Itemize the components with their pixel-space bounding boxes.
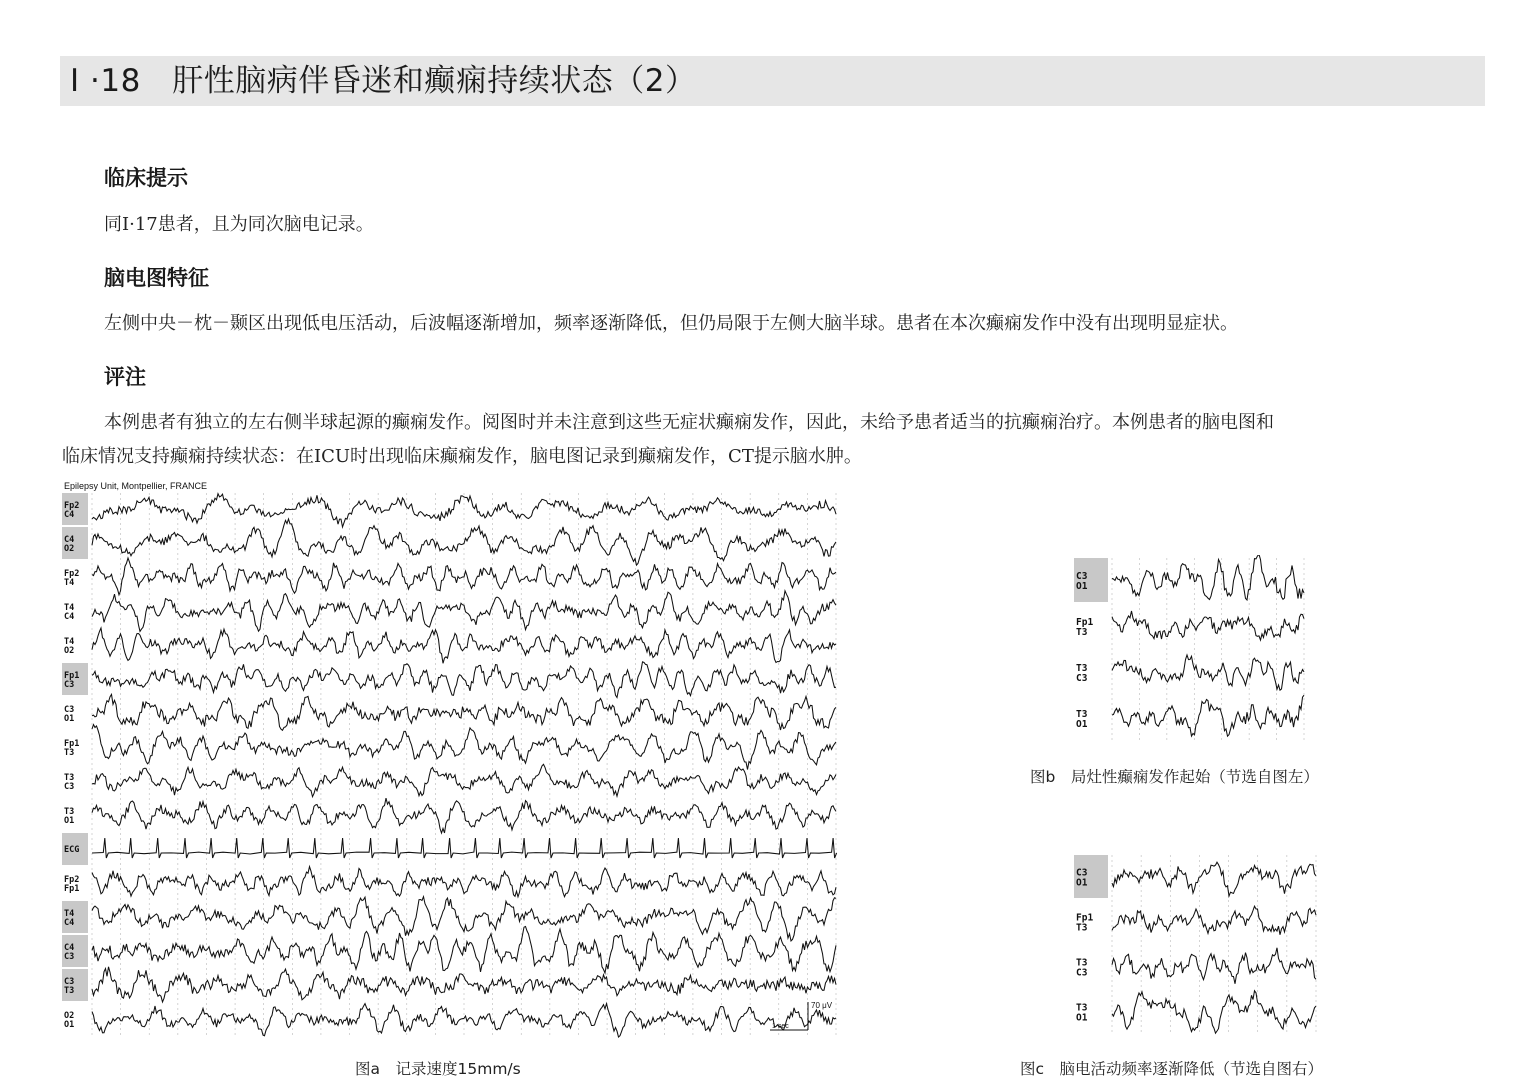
channel-label-top: T3	[64, 773, 75, 783]
channel-label-top: T4	[64, 603, 75, 613]
scale-time-label: 1 sec	[772, 1023, 789, 1030]
scale-amplitude-label: 70 μV	[811, 1001, 833, 1010]
channel-label-top: Fp2	[64, 569, 80, 579]
channel-label-top: C4	[64, 943, 75, 953]
eeg-trace	[92, 725, 836, 770]
channel-label-bottom: C4	[64, 918, 75, 928]
channel-label-bottom: C3	[1076, 673, 1088, 684]
eeg-trace	[1112, 695, 1304, 736]
channel-label-bottom: O1	[1076, 877, 1088, 889]
figure-b-caption: 图b 局灶性癫痫发作起始（节选自图左）	[1030, 768, 1319, 786]
channel-label-top: T3	[64, 807, 75, 817]
eeg-trace	[1112, 655, 1304, 690]
channel-label-bottom: O1	[1076, 719, 1088, 730]
comment-paragraph-line2: 临床情况支持癫痫持续状态：在ICU时出现临床癫痫发作，脑电图记录到癫痫发作，CT提示脑水肿。	[62, 446, 862, 467]
channel-label-bottom: O1	[64, 816, 75, 826]
channel-label-bottom: C3	[1076, 967, 1088, 979]
figure-c-caption: 图c 脑电活动频率逐渐降低（节选自图右）	[1020, 1060, 1324, 1078]
section-heading-comment: 评注	[104, 365, 146, 389]
channel-label-top: Fp1	[1076, 912, 1094, 924]
channel-label-bottom: O1	[1076, 1012, 1088, 1024]
channel-label-bottom: T4	[64, 578, 75, 588]
section-heading-clinical: 临床提示	[104, 166, 188, 190]
channel-label-top: C3	[64, 705, 75, 715]
channel-label-top: T3	[1076, 663, 1088, 674]
eeg-trace	[92, 662, 836, 698]
eeg-trace	[1112, 991, 1316, 1033]
channel-label-bottom: T3	[1076, 922, 1088, 934]
channel-label-bottom: C3	[64, 680, 75, 690]
channel-label-bottom: C3	[64, 782, 75, 792]
eeg-trace	[92, 591, 836, 632]
eeg-features-paragraph: 左侧中央－枕－颞区出现低电压活动，后波幅逐渐增加，频率逐渐降低，但仍局限于左侧大脑半球。患者在本次癫痫发作中没有出现明显症状。	[104, 313, 1238, 334]
channel-label-top: T3	[1076, 1002, 1088, 1014]
channel-label-top: Fp2	[64, 875, 80, 885]
channel-label-top: C4	[64, 535, 75, 545]
channel-label-top: T4	[64, 637, 75, 647]
channel-label-bottom: C4	[64, 510, 75, 520]
channel-label-top: T3	[1076, 957, 1088, 969]
channel-label-top: T3	[1076, 709, 1088, 720]
channel-label-top: C3	[64, 977, 75, 987]
comment-paragraph-line1: 本例患者有独立的左右侧半球起源的癫痫发作。阅图时并未注意到这些无症状癫痫发作，因此，未给予患者适当的抗癫痫治疗。本例患者的脑电图和	[104, 412, 1274, 433]
channel-label-bottom: C4	[64, 612, 75, 622]
eeg-header: Epilepsy Unit, Montpellier, FRANCE	[64, 481, 208, 491]
eeg-trace	[1112, 611, 1304, 640]
channel-label-bottom: O1	[64, 1020, 75, 1030]
channel-label-top: O2	[64, 1011, 75, 1021]
eeg-trace	[1112, 862, 1316, 896]
channel-label-bottom: O1	[1076, 581, 1088, 592]
eeg-figure-c	[1072, 852, 1322, 1037]
clinical-paragraph: 同Ⅰ·17患者，且为同次脑电记录。	[104, 214, 374, 235]
channel-label-bottom: C3	[64, 952, 75, 962]
eeg-trace	[92, 867, 836, 897]
channel-label-top: C3	[1076, 571, 1088, 582]
eeg-trace	[1112, 948, 1316, 984]
eeg-figure-a	[60, 490, 840, 1038]
channel-label-bottom: T3	[1076, 627, 1088, 638]
page-title: Ⅰ ·18 肝性脑病伴昏迷和癫痫持续状态（2）	[70, 63, 697, 99]
channel-label-top: T4	[64, 909, 75, 919]
channel-label-bottom: O1	[64, 714, 75, 724]
eeg-figure-b	[1072, 555, 1312, 750]
channel-label-top: C3	[1076, 867, 1088, 879]
channel-label-top: ECG	[64, 845, 80, 855]
channel-label-bottom: T3	[64, 748, 75, 758]
channel-label-top: Fp1	[1076, 617, 1094, 628]
channel-label-top: Fp1	[64, 671, 80, 681]
channel-label-bottom: Fp1	[64, 884, 80, 894]
channel-label-bottom: T3	[64, 986, 75, 996]
channel-label-top: Fp1	[64, 739, 80, 749]
channel-label-top: Fp2	[64, 501, 80, 511]
section-heading-eeg-features: 脑电图特征	[104, 266, 209, 290]
channel-label-bottom: O2	[64, 544, 75, 554]
channel-label-bottom: O2	[64, 646, 75, 656]
eeg-trace	[1112, 555, 1304, 600]
figure-a-caption: 图a 记录速度15mm/s	[355, 1060, 521, 1078]
eeg-trace	[1112, 906, 1316, 935]
